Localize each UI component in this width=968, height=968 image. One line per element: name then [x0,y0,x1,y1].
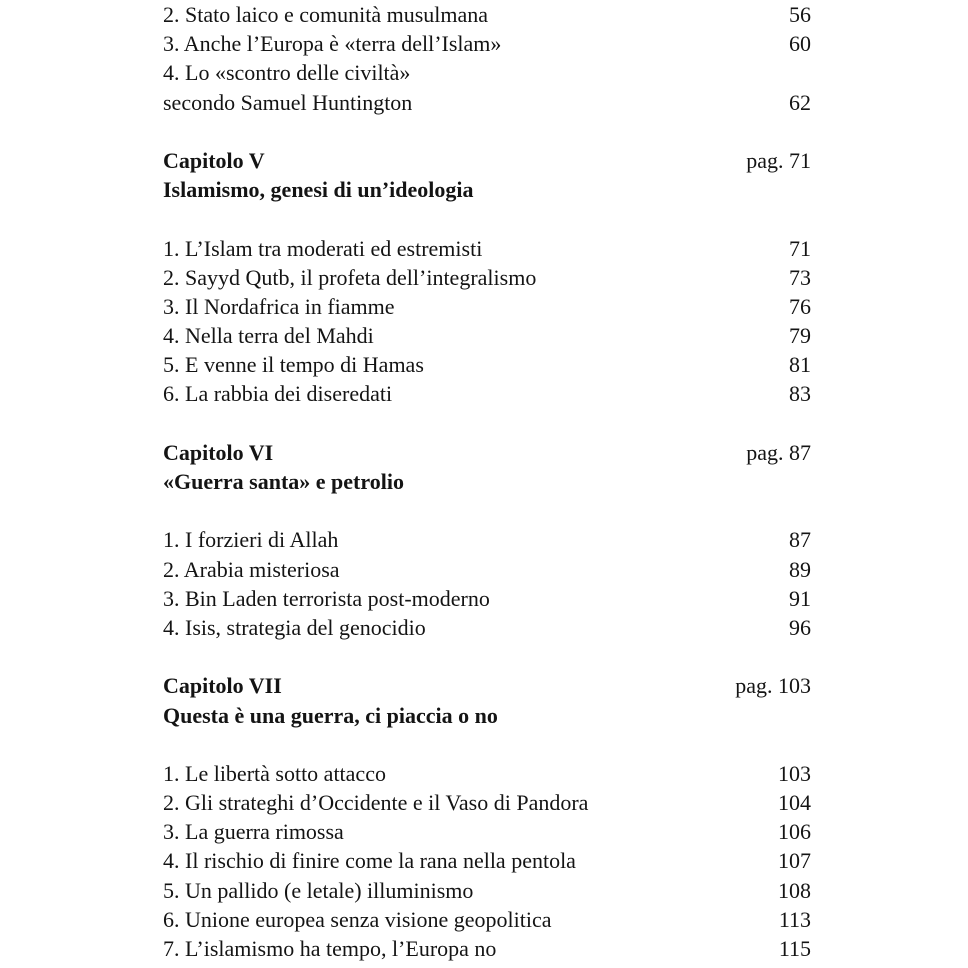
toc-entry-page: 89 [789,556,811,582]
chapter-heading [163,438,811,467]
toc-entry-title: 4. Il rischio di finire come la rana nella pentola [163,848,576,874]
toc-entry [163,88,811,117]
chapter-label: Capitolo VII [163,673,282,699]
toc-entry-title: 1. L’Islam tra moderati ed estremisti [163,235,483,261]
chapter-page: pag. 103 [735,673,811,699]
toc-entry-title: 4. Isis, strategia del genocidio [163,614,426,640]
toc-entry-title: 3. Bin Laden terrorista post-moderno [163,585,490,611]
toc-entry-title: 3. Il Nordafrica in fiamme [163,293,395,319]
toc-entry-page: 62 [789,89,811,115]
toc-entry-title: 6. Unione europea senza visione geopolitica [163,906,552,932]
toc-entry [163,379,811,408]
toc-entry [163,846,811,875]
toc-entry-page: 103 [778,760,811,786]
chapter-title: Questa è una guerra, ci piaccia o no [163,702,498,728]
toc-entry-title: 1. I forzieri di Allah [163,527,339,553]
toc-entry [163,29,811,58]
toc-entry [163,292,811,321]
toc-entry-title: 7. L’islamismo ha tempo, l’Europa no [163,936,497,961]
toc-entry-page: 106 [778,819,811,845]
toc-entry-title: 4. Lo «scontro delle civiltà» [163,60,411,86]
spacer [163,409,811,438]
spacer [163,117,811,146]
toc-entry-page: 60 [789,31,811,57]
toc-entry [163,321,811,350]
chapter-heading [163,146,811,175]
toc-entry [163,817,811,846]
toc-entry [163,350,811,379]
toc-entry-page: 79 [789,323,811,349]
toc-entry [163,58,811,87]
spacer [163,730,811,759]
toc-entry-page: 83 [789,381,811,407]
toc-entry-title: 2. Gli strateghi d’Occidente e il Vaso di Pandora [163,790,589,816]
chapter-label: Capitolo VI [163,439,274,465]
chapter-title-line [163,175,811,204]
toc-entry-title: 2. Stato laico e comunità musulmana [163,2,489,27]
chapter-page: pag. 87 [746,439,811,465]
toc-entry-title: 6. La rabbia dei diseredati [163,381,393,407]
toc-entry-page: 107 [778,848,811,874]
toc-entry-title: 1. Le libertà sotto attacco [163,760,386,786]
toc-entry-title: 4. Nella terra del Mahdi [163,323,374,349]
toc-entry-title: 5. E venne il tempo di Hamas [163,352,424,378]
toc-entry [163,905,811,934]
table-of-contents [163,0,811,963]
spacer [163,496,811,525]
chapter-title-line [163,467,811,496]
toc-entry-page: 76 [789,293,811,319]
chapter-page: pag. 71 [746,147,811,173]
toc-entry [163,555,811,584]
toc-entry-title: 2. Sayyd Qutb, il profeta dell’integralismo [163,264,537,290]
toc-entry-page: 115 [778,936,811,961]
toc-entry [163,759,811,788]
toc-entry [163,934,811,963]
toc-entry [163,234,811,263]
toc-entry [163,584,811,613]
toc-entry [163,788,811,817]
toc-entry [163,613,811,642]
spacer [163,642,811,671]
toc-entry-page: 73 [789,264,811,290]
chapter-title-line [163,701,811,730]
toc-entry-title: 2. Arabia misteriosa [163,556,340,582]
toc-entry-page: 113 [778,906,811,932]
toc-entry-title: 5. Un pallido (e letale) illuminismo [163,877,474,903]
toc-entry-page: 96 [789,614,811,640]
toc-entry [163,263,811,292]
chapter-label: Capitolo V [163,147,265,173]
chapter-title: Islamismo, genesi di un’ideologia [163,177,474,203]
toc-entry-page: 91 [789,585,811,611]
toc-entry-page: 81 [789,352,811,378]
toc-entry-title: 3. La guerra rimossa [163,819,344,845]
toc-entry-page: 104 [778,790,811,816]
toc-entry-page: 108 [778,877,811,903]
toc-entry-page: 71 [789,235,811,261]
spacer [163,204,811,233]
chapter-heading [163,671,811,700]
toc-entry-title: 3. Anche l’Europa è «terra dell’Islam» [163,31,502,57]
toc-entry [163,876,811,905]
toc-entry [163,525,811,554]
toc-entry-title-continued: secondo Samuel Huntington [163,89,413,115]
chapter-title: «Guerra santa» e petrolio [163,469,404,494]
toc-entry-page: 56 [789,2,811,27]
toc-entry-page: 87 [789,527,811,553]
toc-entry [163,0,811,29]
